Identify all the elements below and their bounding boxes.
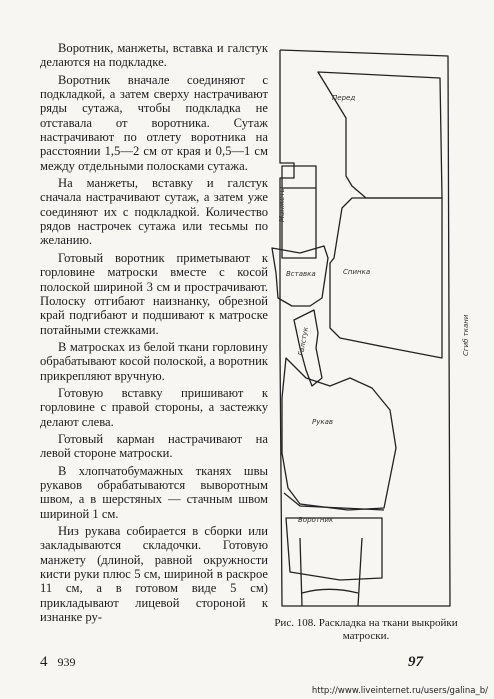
label-tie: Галстук [297, 326, 310, 357]
paragraph: На манжеты, вставку и галстук сначала настрачивают сутаж, а затем уже соединяют их с подкладкой. Количество рядов настрочек сутажа или тесьмы по желанию. [40, 176, 268, 248]
label-fold: Сгиб ткани [462, 314, 470, 356]
pattern-drawing [270, 48, 460, 612]
sleeve-piece [282, 358, 396, 510]
label-sleeve: Рукав [312, 418, 334, 426]
printer-signature [40, 654, 76, 671]
label-cuffs: Манжеты [278, 186, 286, 222]
label-front: Перед [332, 94, 356, 102]
label-insert: Вставка [286, 270, 316, 278]
paragraph: Готовый карман настрачивают на левой стороне матроски. [40, 431, 268, 461]
page-number: 97 [408, 654, 423, 670]
pattern-layout-figure [270, 48, 460, 612]
label-back: Спинка [343, 268, 371, 276]
signature-number: 4 [40, 654, 48, 670]
watermark-url: http://www.liveinternet.ru/users/galina_b/ [311, 686, 488, 696]
paragraph: В матросках из белой ткани горловину обрабатывают косой полоской, а воротник прикрепляют вручную. [40, 339, 268, 383]
paragraph: В хлопчатобумажных тканях швы рукавов обрабатываются выворотным швом, а в шерстяных — стачным швом шириной 1 см. [40, 463, 268, 521]
back-piece [330, 198, 442, 358]
paragraph: Готовый воротник приметывают к горловине матроски вместе с косой полоской шириной 3 см и прострачивают. Полоску отгибают наизнанку, обрезной край подгибают и подшивают к матроске потайными стежками. [40, 250, 268, 337]
body-text [40, 41, 268, 624]
paragraph: Воротник, манжеты, вставка и галстук делаются на подкладке. [40, 41, 268, 70]
figure-caption: Рис. 108. Раскладка на ткани выкройки матроски. [274, 617, 458, 642]
paragraph: Готовую вставку пришивают к горловине с правой стороны, а застежку делают слева. [40, 385, 268, 429]
paragraph: Низ рукава собирается в сборки или закладываются складочки. Готовую манжету (длиной, равной окружности кисти руки плюс 5 см, шириной в раскрое 11 см, а в готовом виде 5 см) прикладывают лицевой стороной к изнанке ру- [40, 524, 268, 625]
front-piece [318, 72, 442, 198]
label-collar: Воротник [298, 516, 334, 524]
signature-code: 939 [57, 655, 76, 669]
paragraph: Воротник вначале соединяют с подкладкой, а затем сверху настрачивают ряды сутажа, чтобы подкладка не отставала от воротника. Сутаж настрачивают по отлету воротника на расстоянии 1,5—2 см от края и 0,5—1 см между отдельными полосками сутажа. [40, 72, 268, 173]
cuffs-piece [282, 166, 316, 258]
